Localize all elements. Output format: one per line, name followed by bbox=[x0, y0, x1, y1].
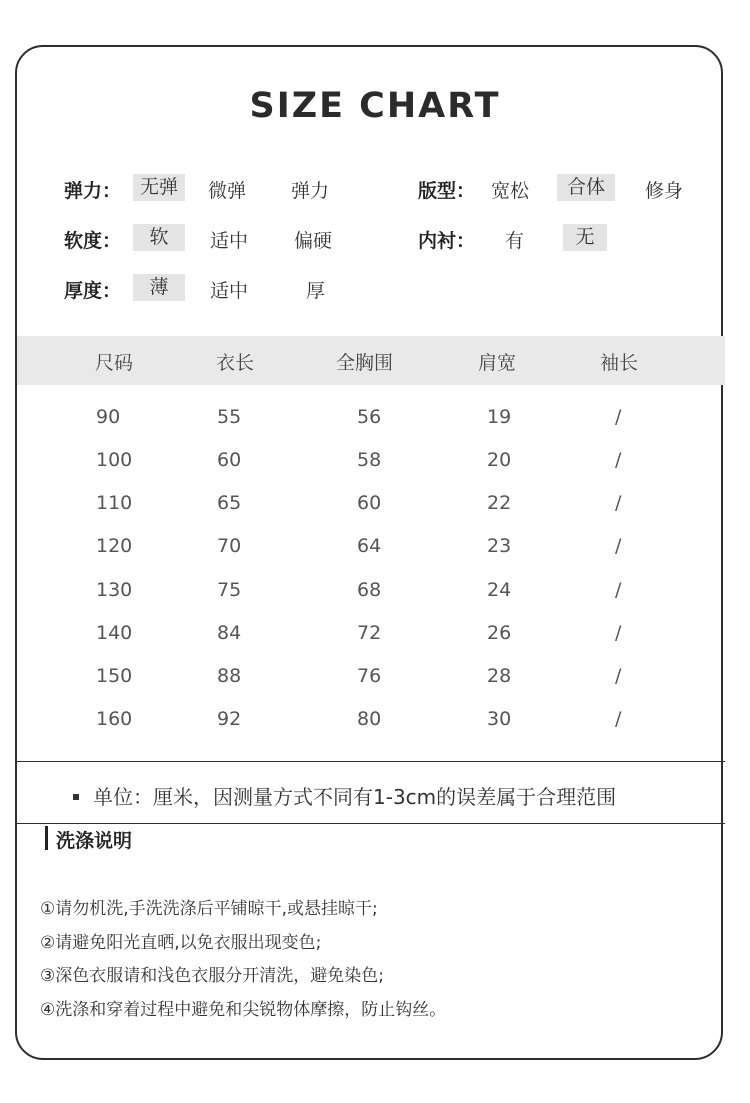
measurement-note bbox=[73, 781, 616, 810]
cell-size: 130 bbox=[96, 579, 133, 601]
cell-shoulder: 22 bbox=[487, 492, 512, 514]
washing-title: 洗涤说明 bbox=[56, 830, 133, 852]
cell-chest: 80 bbox=[357, 708, 382, 730]
softness-option-hard: 偏硬 bbox=[294, 230, 333, 252]
thickness-option-medium: 适中 bbox=[210, 280, 249, 302]
cell-length: 88 bbox=[217, 665, 242, 687]
cell-chest: 58 bbox=[357, 449, 382, 471]
measurement-note-text: 单位：厘米，因测量方式不同有1-3cm的误差属于合理范围 bbox=[93, 785, 617, 809]
cell-size: 100 bbox=[96, 449, 133, 471]
washing-line: ③深色衣服请和浅色衣服分开清洗，避免染色; bbox=[40, 966, 384, 986]
elasticity-option-stretch: 弹力 bbox=[291, 180, 330, 202]
fit-option-regular: 合体 bbox=[557, 174, 615, 201]
section-marker bbox=[45, 826, 48, 850]
thickness-option-thin: 薄 bbox=[133, 274, 185, 301]
cell-shoulder: 20 bbox=[487, 449, 512, 471]
cell-shoulder: 30 bbox=[487, 708, 512, 730]
cell-chest: 68 bbox=[357, 579, 382, 601]
fit-option-slim: 修身 bbox=[645, 180, 684, 202]
elasticity-option-none: 无弹 bbox=[133, 174, 185, 201]
elasticity-option-slight: 微弹 bbox=[208, 180, 247, 202]
header-length: 衣长 bbox=[216, 352, 255, 374]
softness-option-soft: 软 bbox=[133, 224, 185, 251]
cell-chest: 72 bbox=[357, 622, 382, 644]
cell-shoulder: 23 bbox=[487, 535, 512, 557]
thickness-option-thick: 厚 bbox=[306, 280, 326, 302]
cell-chest: 64 bbox=[357, 535, 382, 557]
washing-line: ④洗涤和穿着过程中避免和尖锐物体摩擦，防止钩丝。 bbox=[40, 1000, 447, 1020]
cell-chest: 56 bbox=[357, 406, 382, 428]
softness-label: 软度： bbox=[64, 230, 122, 252]
lining-option-yes: 有 bbox=[505, 230, 525, 252]
cell-sleeve: / bbox=[615, 406, 622, 428]
cell-length: 75 bbox=[217, 579, 242, 601]
cell-length: 60 bbox=[217, 449, 242, 471]
washing-line: ②请避免阳光直晒,以免衣服出现变色; bbox=[40, 933, 322, 953]
cell-sleeve: / bbox=[615, 622, 622, 644]
header-chest: 全胸围 bbox=[336, 352, 394, 374]
cell-size: 110 bbox=[96, 492, 133, 514]
cell-size: 150 bbox=[96, 665, 133, 687]
divider-top bbox=[17, 761, 725, 762]
washing-line: ①请勿机洗,手洗洗涤后平铺晾干,或悬挂晾干; bbox=[40, 899, 378, 919]
cell-length: 92 bbox=[217, 708, 242, 730]
cell-size: 140 bbox=[96, 622, 133, 644]
cell-shoulder: 26 bbox=[487, 622, 512, 644]
lining-option-no: 无 bbox=[563, 224, 607, 251]
header-shoulder: 肩宽 bbox=[478, 352, 517, 374]
cell-size: 90 bbox=[96, 406, 121, 428]
softness-option-medium: 适中 bbox=[210, 230, 249, 252]
cell-size: 160 bbox=[96, 708, 133, 730]
fit-label: 版型： bbox=[418, 180, 476, 202]
cell-length: 55 bbox=[217, 406, 242, 428]
cell-length: 84 bbox=[217, 622, 242, 644]
lining-label: 内衬： bbox=[418, 230, 476, 252]
cell-shoulder: 24 bbox=[487, 579, 512, 601]
cell-sleeve: / bbox=[615, 708, 622, 730]
elasticity-label: 弹力： bbox=[64, 180, 122, 202]
page-title: SIZE CHART bbox=[249, 86, 501, 126]
cell-length: 70 bbox=[217, 535, 242, 557]
divider-bottom bbox=[17, 823, 725, 824]
cell-shoulder: 19 bbox=[487, 406, 512, 428]
cell-chest: 60 bbox=[357, 492, 382, 514]
header-size: 尺码 bbox=[95, 352, 134, 374]
cell-chest: 76 bbox=[357, 665, 382, 687]
fit-option-loose: 宽松 bbox=[491, 180, 530, 202]
cell-sleeve: / bbox=[615, 665, 622, 687]
cell-size: 120 bbox=[96, 535, 133, 557]
header-sleeve: 袖长 bbox=[600, 352, 639, 374]
cell-sleeve: / bbox=[615, 579, 622, 601]
thickness-label: 厚度： bbox=[64, 280, 122, 302]
cell-length: 65 bbox=[217, 492, 242, 514]
cell-sleeve: / bbox=[615, 449, 622, 471]
cell-sleeve: / bbox=[615, 492, 622, 514]
cell-sleeve: / bbox=[615, 535, 622, 557]
cell-shoulder: 28 bbox=[487, 665, 512, 687]
bullet-icon bbox=[73, 794, 79, 800]
